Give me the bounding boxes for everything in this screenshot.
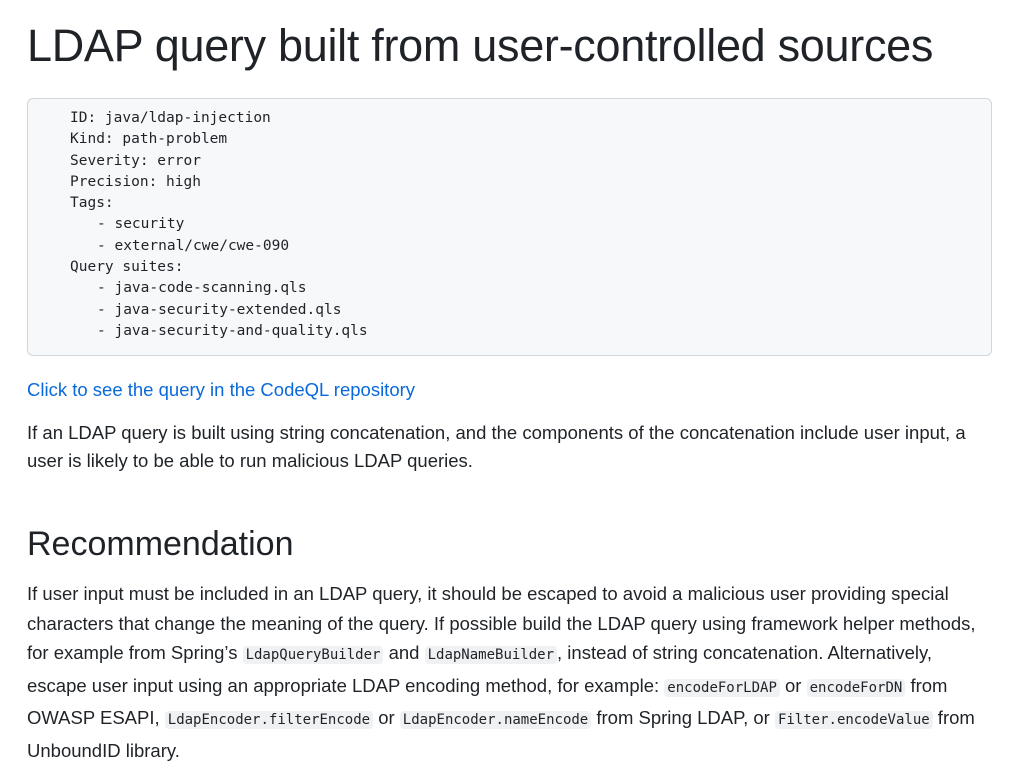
rec-text: or: [373, 707, 400, 728]
meta-tag-item: - security: [97, 216, 185, 233]
meta-tags-label: Tags:: [70, 195, 114, 212]
meta-suite-item: - java-code-scanning.qls: [97, 280, 307, 297]
meta-kind: Kind: path-problem: [70, 131, 228, 148]
rec-text: from UnboundID library.: [27, 707, 975, 761]
meta-suites-label: Query suites:: [70, 259, 184, 276]
code-ldap-query-builder: LdapQueryBuilder: [243, 646, 384, 664]
query-metadata-block: [27, 98, 992, 356]
code-name-encode: LdapEncoder.nameEncode: [400, 711, 591, 729]
code-filter-encode: LdapEncoder.filterEncode: [165, 711, 373, 729]
recommendation-paragraph: [27, 579, 992, 765]
meta-id: ID: java/ldap-injection: [70, 110, 271, 126]
intro-paragraph: If an LDAP query is built using string concatenation, and the components of the concatenation include user input, a user is likely to be able to run malicious LDAP queries.: [27, 422, 966, 471]
recommendation-heading: Recommendation: [27, 525, 294, 563]
code-filter-encode-value: Filter.encodeValue: [775, 711, 933, 729]
meta-precision: Precision: high: [70, 173, 201, 190]
rec-text: from OWASP ESAPI,: [27, 674, 948, 728]
code-encode-for-ldap: encodeForLDAP: [664, 679, 780, 697]
rec-text: and: [383, 642, 425, 663]
page-title: LDAP query built from user-controlled sources: [27, 20, 934, 71]
codeql-repository-link[interactable]: Click to see the query in the CodeQL repository: [27, 379, 416, 400]
code-ldap-name-builder: LdapNameBuilder: [425, 646, 557, 664]
meta-suite-item: - java-security-and-quality.qls: [97, 322, 368, 339]
code-encode-for-dn: encodeForDN: [807, 679, 906, 697]
rec-text: or: [779, 674, 807, 696]
meta-tag-item: - external/cwe/cwe-090: [97, 237, 290, 254]
rec-text: If user input must be included in an LDAP query, it should be escaped to avoid a malicious user providing special characters that change the meaning of the query. If possible build the LDAP query using framework helper methods, for example from Spring’s: [27, 583, 976, 663]
rec-text: , instead of string concatenation. Alternatively, escape user input using an appropriate LDAP encoding method, for example:: [27, 642, 933, 696]
meta-severity: Severity: error: [70, 152, 201, 169]
rec-text: from Spring LDAP, or: [591, 707, 775, 728]
meta-suite-item: - java-security-extended.qls: [97, 301, 342, 318]
